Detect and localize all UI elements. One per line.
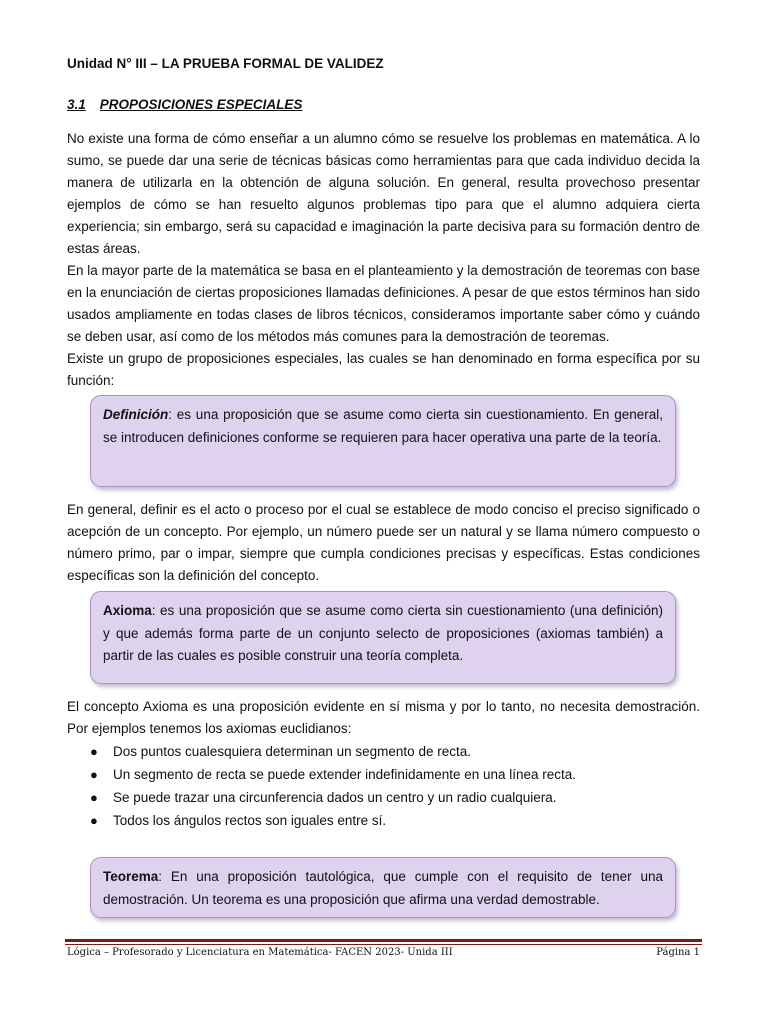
section-title: PROPOSICIONES ESPECIALES — [99, 97, 303, 112]
unit-title: Unidad N° III – LA PRUEBA FORMAL DE VALIDEZ — [67, 56, 384, 71]
section-heading — [67, 97, 302, 112]
bullet-icon: ● — [90, 813, 98, 828]
axiom-item-text: Un segmento de recta se puede extender indefinidamente en una línea recta. — [113, 767, 577, 782]
paragraph-define: En general, definir es el acto o proceso por el cual se establece de modo conciso el preciso significado o acepción de un concepto. Por ejemplo, un número puede ser un natural y se llama número compuesto o número primo, par o impar, siempre que cumpla condiciones precisas y específicas. Estas condiciones específicas son la definición del concepto. — [67, 502, 700, 583]
axiom-box — [90, 591, 676, 684]
footer-divider-thin — [65, 944, 702, 945]
definition-box — [90, 395, 676, 487]
footer-divider — [65, 939, 702, 942]
axiom-term: Axioma — [103, 603, 152, 618]
definition-text — [103, 404, 663, 449]
page-number: Página 1 — [656, 947, 700, 958]
axiom-text — [103, 600, 663, 668]
paragraph-theorems: En la mayor parte de la matemática se basa en el planteamiento y la demostración de teoremas con base en la enunciación de ciertas proposiciones llamadas definiciones. A pesar de que estos términos han sido usados ampliamente en todas clases de libros técnicos, consideramos importante saber cómo y cuándo se deben usar, así como de los métodos más comunes para la demostración de teoremas. — [67, 263, 700, 344]
euclidean-axioms-list — [67, 740, 697, 832]
bullet-icon: ● — [90, 744, 98, 759]
theorem-box — [90, 857, 676, 918]
axiom-item-text: Todos los ángulos rectos son iguales entre sí. — [113, 813, 387, 828]
axiom-item-text: Dos puntos cualesquiera determinan un segmento de recta. — [113, 744, 471, 759]
list-item — [67, 763, 697, 786]
bullet-icon: ● — [90, 790, 98, 805]
paragraph-special-propositions: Existe un grupo de proposiciones especiales, las cuales se han denominado en forma específica por su función: — [67, 351, 700, 388]
list-item — [67, 809, 697, 832]
bullet-icon: ● — [90, 767, 98, 782]
list-item — [67, 740, 697, 763]
theorem-body: : En una proposición tautológica, que cumple con el requisito de tener una demostración. Un teorema es una proposición que afirma una verdad demostrable. — [103, 869, 663, 907]
section-number: 3.1 — [67, 97, 86, 112]
definition-term: Definición — [103, 407, 169, 422]
definition-body: : es una proposición que se asume como cierta sin cuestionamiento. En general, se introducen definiciones conforme se requieren para hacer operativa una parte de la teoría. — [103, 407, 663, 445]
theorem-term: Teorema — [103, 869, 159, 884]
axiom-body: : es una proposición que se asume como cierta sin cuestionamiento (una definición) y que además forma parte de un conjunto selecto de proposiciones (axiomas también) a partir de las cuales es posible construir una teoría completa. — [103, 603, 663, 663]
axiom-item-text: Se puede trazar una circunferencia dados un centro y un radio cualquiera. — [113, 790, 557, 805]
theorem-text — [103, 866, 663, 911]
list-item — [67, 786, 697, 809]
paragraph-axiom-concept: El concepto Axioma es una proposición evidente en sí misma y por lo tanto, no necesita demostración. Por ejemplos tenemos los axiomas euclidianos: — [67, 699, 700, 736]
footer-course: Lógica – Profesorado y Licenciatura en Matemática- FACEN 2023- Unida III — [67, 947, 453, 958]
paragraph-intro: No existe una forma de cómo enseñar a un alumno cómo se resuelve los problemas en matemática. A lo sumo, se puede dar una serie de técnicas básicas como herramientas para que cada individuo decida la manera de utilizarla en la obtención de alguna solución. En general, resulta provechoso presentar ejemplos de cómo se han resuelto algunos problemas tipo para que el alumno adquiera cierta experiencia; sin embargo, será su capacidad e imaginación la parte decisiva para su formación dentro de estas áreas. — [67, 131, 700, 256]
